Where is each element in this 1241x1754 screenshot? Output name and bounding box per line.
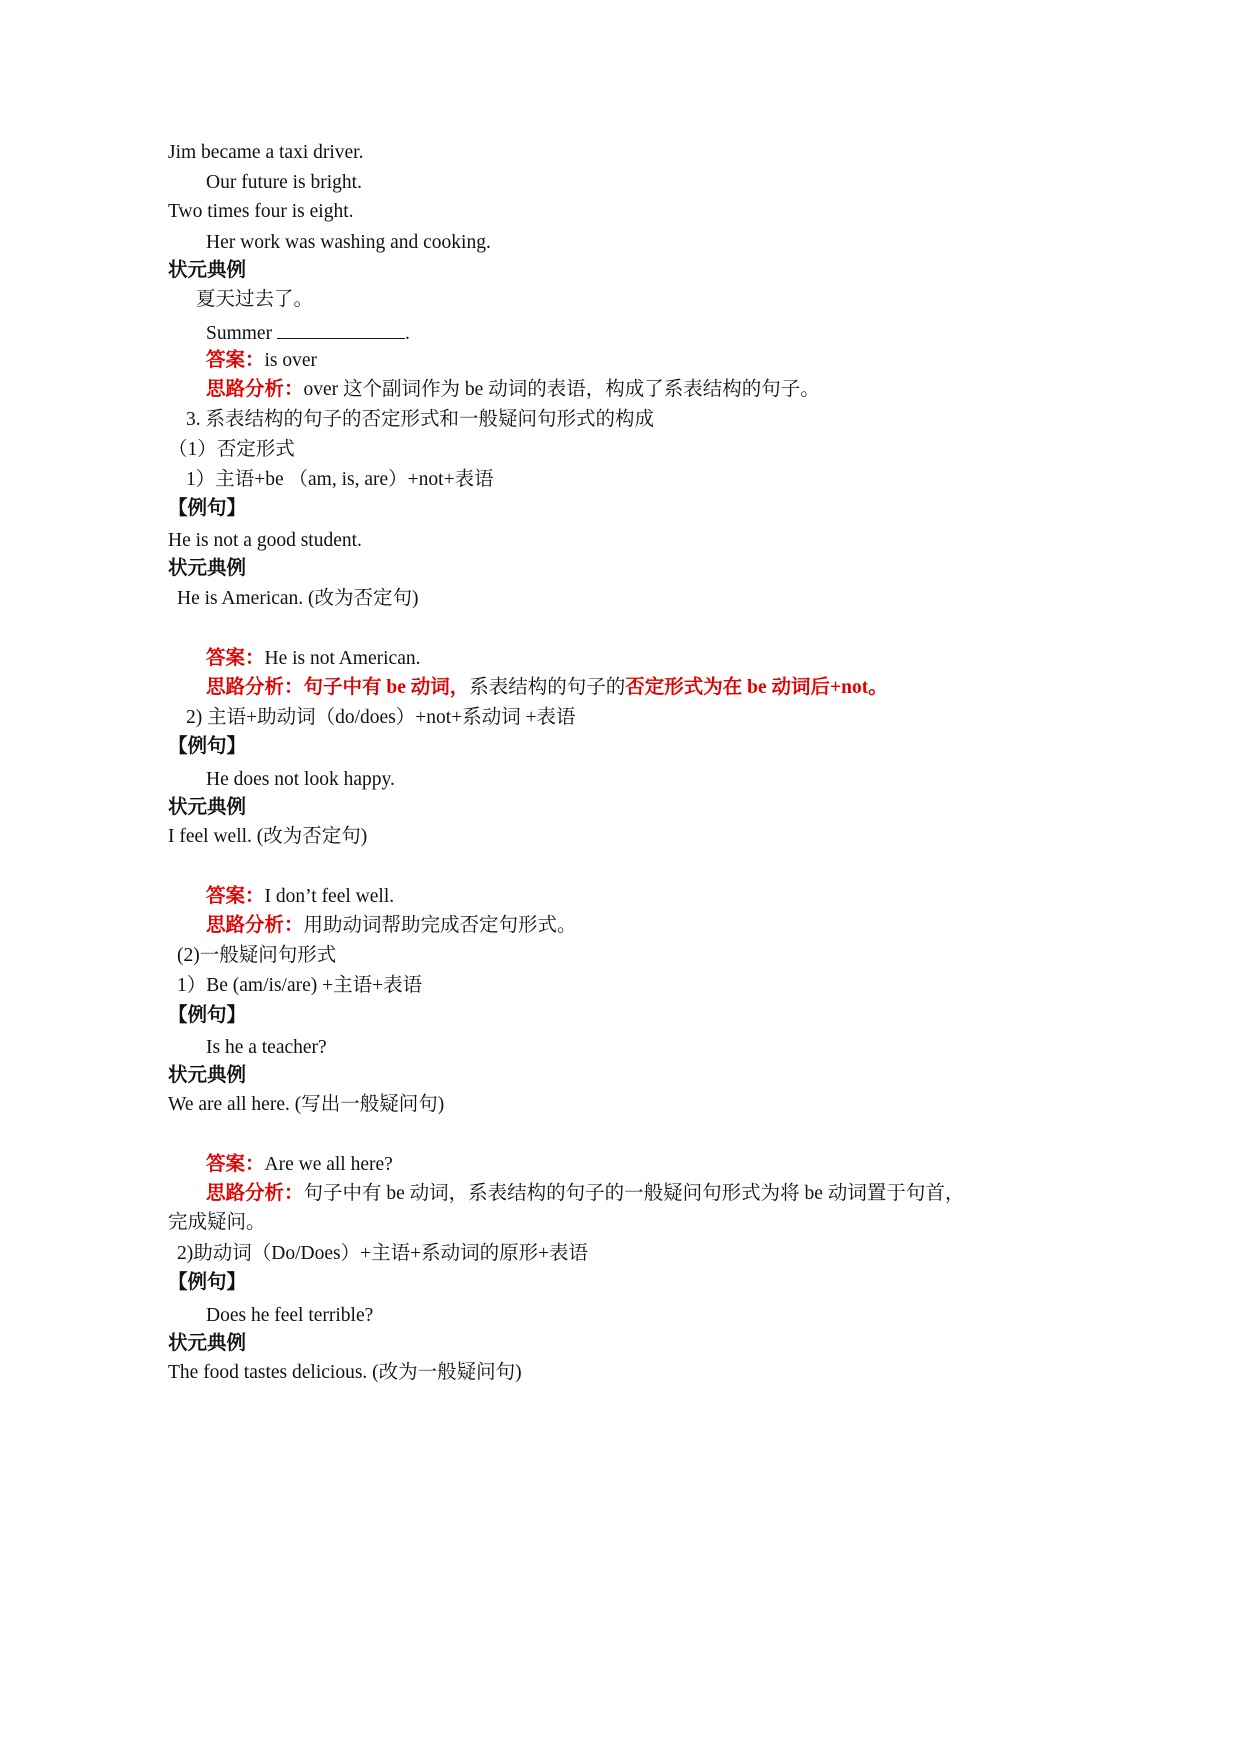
- analysis-text: 用助动词帮助完成否定句形式。: [303, 915, 577, 936]
- answer-label: 答案：: [206, 886, 265, 907]
- subsection-title: 3. 系表结构的句子的否定形式和一般疑问句形式的构成: [186, 409, 655, 430]
- example-sentence: He does not look happy.: [206, 769, 395, 790]
- subsection-title: (2)一般疑问句形式: [177, 945, 337, 966]
- answer-label: 答案：: [206, 350, 265, 371]
- section-heading: 状元典例: [168, 1333, 247, 1354]
- answer-line: [206, 349, 317, 373]
- answer-line: [206, 885, 394, 909]
- section-heading: 状元典例: [168, 260, 247, 281]
- rule-line: 1）主语+be （am, is, are）+not+表语: [186, 469, 494, 490]
- analysis-line: [206, 914, 577, 938]
- section-heading: 状元典例: [168, 558, 247, 579]
- example-sentence: He is not a good student.: [168, 530, 362, 551]
- answer-label: 答案：: [206, 1154, 265, 1175]
- analysis-label: 思路分析：: [206, 1183, 304, 1204]
- analysis-text-continued: 完成疑问。: [168, 1212, 266, 1233]
- example-sentence: Two times four is eight.: [168, 201, 354, 222]
- exercise-prompt: 夏天过去了。: [196, 289, 314, 310]
- example-heading: 【例句】: [168, 498, 247, 519]
- exercise-prompt: I feel well. (改为否定句): [168, 826, 368, 847]
- analysis-text-bold: 否定形式为在 be 动词后+not。: [625, 677, 888, 698]
- answer-line: [206, 647, 420, 671]
- rule-line: 2) 主语+助动词（do/does）+not+系动词 +表语: [186, 707, 576, 728]
- answer-line: [206, 1153, 393, 1177]
- analysis-text: 句子中有 be 动词，系表结构的句子的一般疑问句形式为将 be 动词置于句首，: [303, 1183, 965, 1204]
- analysis-text: over 这个副词作为 be 动词的表语，构成了系表结构的句子。: [303, 379, 820, 400]
- exercise-prompt: He is American. (改为否定句): [177, 588, 419, 609]
- section-heading: 状元典例: [168, 797, 247, 818]
- period: .: [404, 323, 410, 344]
- analysis-label: 思路分析：: [206, 379, 304, 400]
- answer-blank: [277, 320, 405, 339]
- analysis-label: 思路分析：: [206, 677, 304, 698]
- answer-text: I don’t feel well.: [264, 886, 395, 907]
- example-sentence: Our future is bright.: [206, 172, 362, 193]
- rule-line: 2)助动词（Do/Does）+主语+系动词的原形+表语: [177, 1243, 589, 1264]
- analysis-line: [206, 676, 888, 700]
- section-heading: 状元典例: [168, 1065, 247, 1086]
- rule-line: 1）Be (am/is/are) +主语+表语: [177, 975, 423, 996]
- analysis-text: 系表结构的句子的: [469, 677, 626, 698]
- example-sentence: Is he a teacher?: [206, 1037, 327, 1058]
- analysis-text-bold: 句子中有 be 动词，: [303, 677, 470, 698]
- answer-text: Are we all here?: [264, 1154, 393, 1175]
- answer-text: He is not American.: [264, 648, 421, 669]
- analysis-line: [206, 378, 820, 402]
- example-sentence: Does he feel terrible?: [206, 1305, 374, 1326]
- exercise-prompt-text: Summer: [206, 323, 277, 344]
- exercise-fill-line: [206, 320, 410, 346]
- example-heading: 【例句】: [168, 1005, 247, 1026]
- example-sentence: Her work was washing and cooking.: [206, 232, 491, 253]
- analysis-label: 思路分析：: [206, 915, 304, 936]
- exercise-prompt: The food tastes delicious. (改为一般疑问句): [168, 1362, 522, 1383]
- subsection-title: （1）否定形式: [168, 439, 295, 460]
- answer-text: is over: [264, 350, 318, 371]
- exercise-prompt: We are all here. (写出一般疑问句): [168, 1094, 445, 1115]
- example-heading: 【例句】: [168, 736, 247, 757]
- analysis-line: [206, 1182, 964, 1206]
- example-heading: 【例句】: [168, 1272, 247, 1293]
- answer-label: 答案：: [206, 648, 265, 669]
- example-sentence: Jim became a taxi driver.: [168, 142, 364, 163]
